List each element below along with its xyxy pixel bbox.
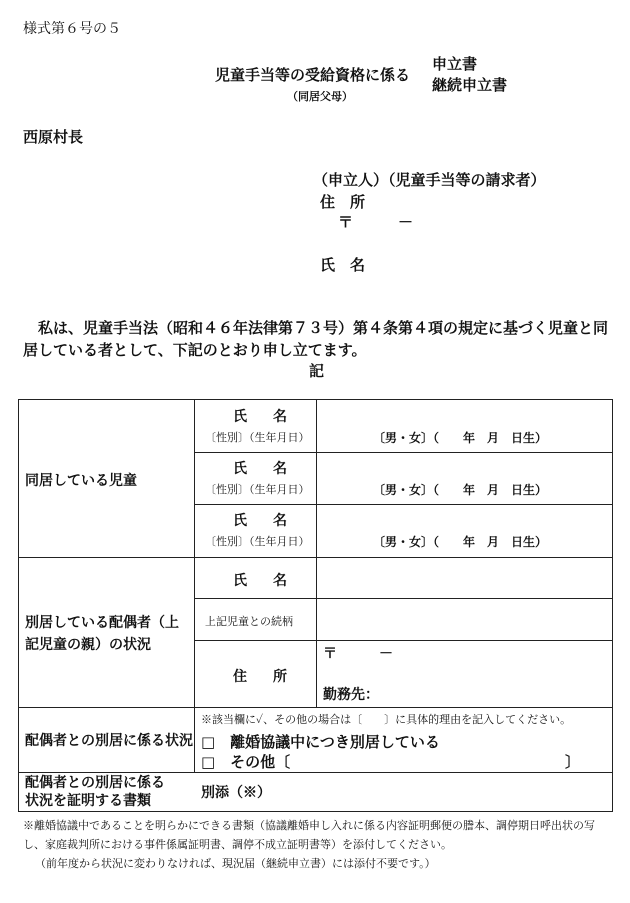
applicant-address-label: 住 所 bbox=[320, 193, 366, 211]
child-3-gender-dob-field[interactable]: 〔男・女〕（ 年 月 日生） bbox=[373, 535, 548, 549]
spouse-workplace-field[interactable]: 勤務先： bbox=[323, 687, 379, 703]
option-divorce-negotiation-checkbox[interactable]: □ 離婚協議中につき別居している bbox=[201, 733, 440, 751]
spouse-name-label: 氏 名 bbox=[233, 573, 293, 589]
child-1-gender-dob-field[interactable]: 〔男・女〕（ 年 月 日生） bbox=[373, 431, 548, 445]
spouse-label-line2: 記児童の親）の状況 bbox=[25, 637, 151, 653]
title-option-continuation: 継続申立書 bbox=[432, 76, 508, 94]
footer-notes bbox=[23, 816, 615, 873]
statement-text: 私は、児童手当法（昭和４６年法律第７３号）第４条第４項の規定に基づく児童と同居している者として、下記のとおり申し立てます。 bbox=[23, 319, 609, 359]
child-1-name-label: 氏 名 bbox=[233, 409, 293, 425]
child-2-name-label: 氏 名 bbox=[233, 461, 293, 477]
option-other-checkbox[interactable]: □ その他〔 bbox=[201, 753, 291, 771]
proof-value: 別添（※） bbox=[201, 785, 271, 801]
spouse-address-label: 住 所 bbox=[233, 669, 293, 685]
child-3-sub-label: 〔性別〕（生年月日） bbox=[205, 535, 310, 548]
addressee: 西原村長 bbox=[23, 128, 84, 146]
applicant-heading: （申立人）（児童手当等の請求者） bbox=[313, 171, 546, 189]
title-option-application: 申立書 bbox=[432, 55, 478, 73]
separation-label: 配偶者との別居に係る状況 bbox=[25, 733, 193, 749]
ki-heading: 記 bbox=[309, 362, 325, 380]
applicant-postal-field[interactable]: 〒 － bbox=[338, 213, 414, 231]
spouse-label-line1: 別居している配偶者（上 bbox=[25, 615, 179, 631]
proof-label-line2: 状況を証明する書類 bbox=[25, 793, 151, 809]
form-number: 様式第６号の５ bbox=[23, 21, 121, 37]
child-2-gender-dob-field[interactable]: 〔男・女〕（ 年 月 日生） bbox=[373, 483, 548, 497]
footer-note-2: （前年度から状況に変わりなければ、現況届（継続申立書）には添付不要です。） bbox=[35, 857, 436, 870]
spouse-relation-label: 上記児童との続柄 bbox=[205, 615, 293, 628]
applicant-name-label: 氏 名 bbox=[320, 256, 366, 274]
form-title: 児童手当等の受給資格に係る bbox=[215, 66, 411, 84]
footer-note-1: ※離婚協議中であることを明らかにできる書類（協議離婚申し入れに係る内容証明郵便の謄本、調停期日呼出状の写し、家庭裁判所における事件係属証明書、調停不成立証明書等）を添付してください。 bbox=[23, 819, 595, 851]
declaration-table bbox=[18, 399, 613, 812]
spouse-postal-field[interactable]: 〒 － bbox=[323, 646, 393, 662]
child-1-sub-label: 〔性別〕（生年月日） bbox=[205, 431, 310, 444]
form-subtitle: （同居父母） bbox=[287, 90, 353, 103]
child-3-name-label: 氏 名 bbox=[233, 513, 293, 529]
child-2-sub-label: 〔性別〕（生年月日） bbox=[205, 483, 310, 496]
separation-note: ※該当欄に✓、その他の場合は〔 〕に具体的理由を記入してください。 bbox=[201, 713, 572, 726]
proof-label-line1: 配偶者との別居に係る bbox=[25, 775, 165, 791]
option-other-close-bracket: 〕 bbox=[565, 753, 581, 771]
children-label: 同居している児童 bbox=[25, 473, 137, 489]
